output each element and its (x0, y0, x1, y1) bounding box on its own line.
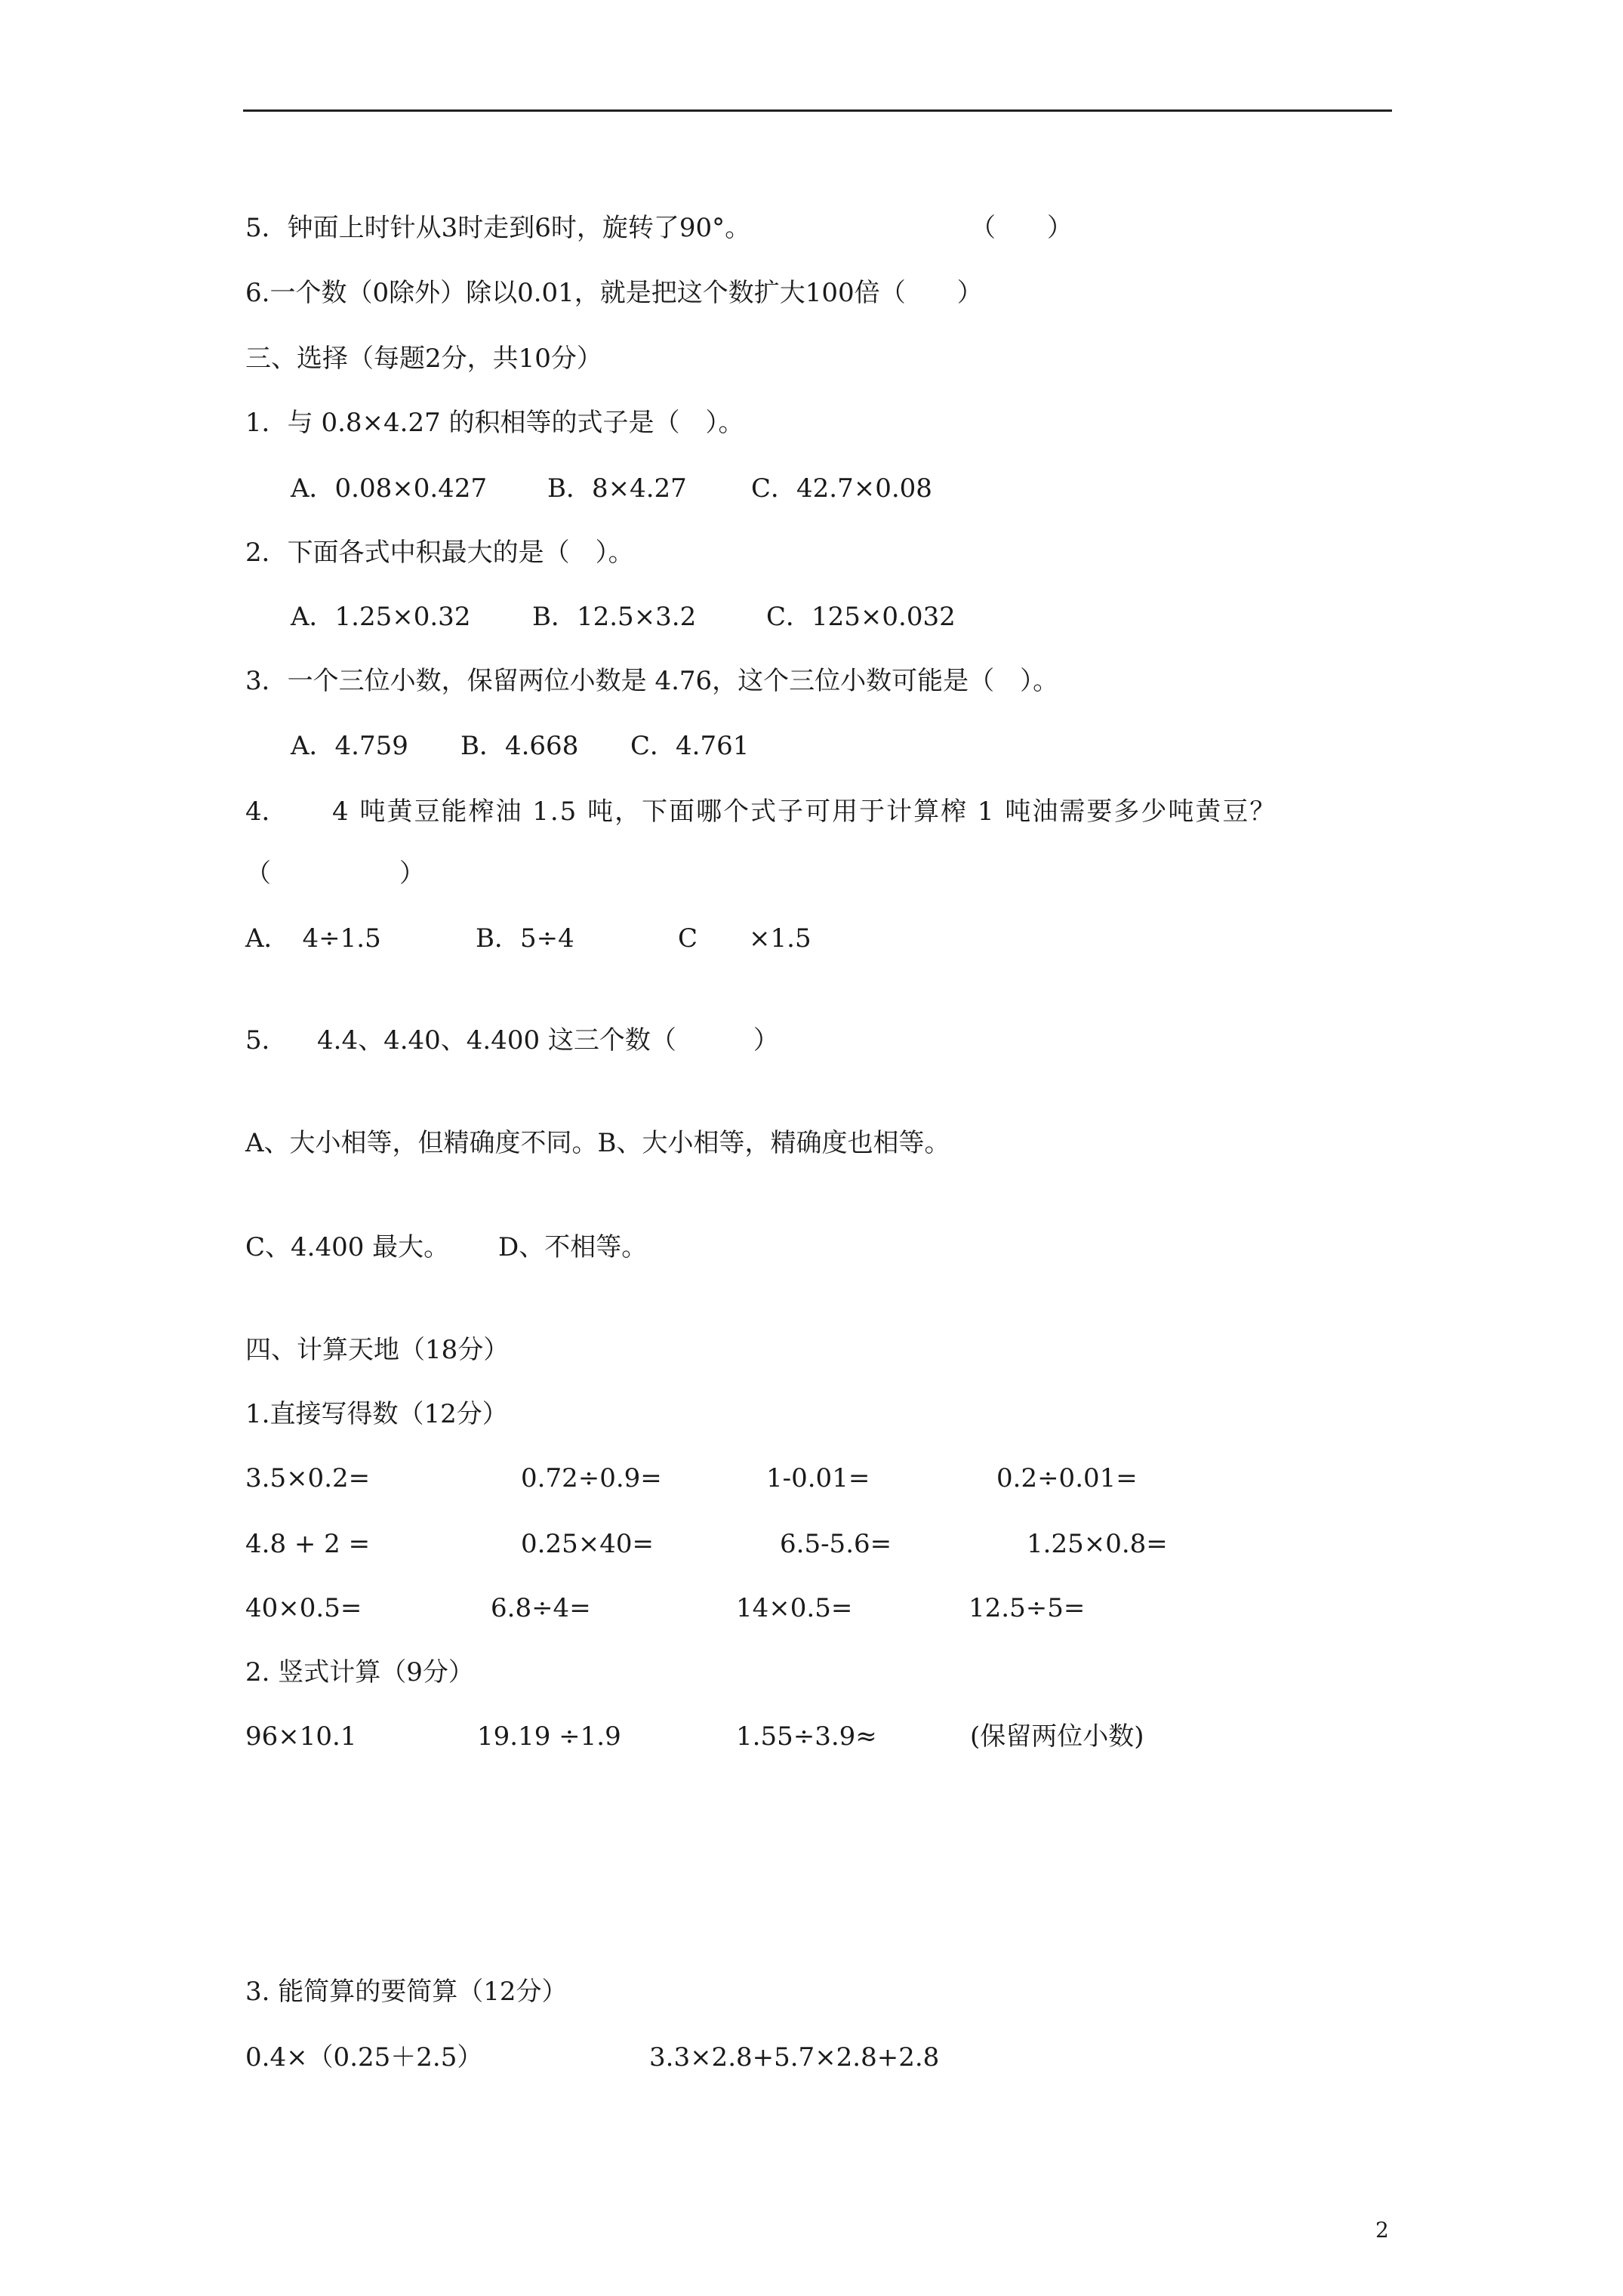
judge-q6-divisor: 0.01 (517, 278, 574, 308)
direct-r2-c3: 6.5-5.6= (780, 1529, 892, 1559)
judge-q6-factor: 100 (805, 278, 855, 308)
judge-q6-mid1: 除外）除以 (389, 278, 518, 308)
vertical-calc-item-2: 19.19 ÷1.9 (477, 1721, 621, 1752)
vertical-calc-item-1: 96×10.1 (245, 1721, 357, 1752)
direct-r3-c2: 6.8÷4= (491, 1593, 591, 1623)
simplify-item-1: 0.4×（0.25＋2.5） (245, 2042, 483, 2073)
judge-q5-to: 6 (534, 213, 551, 243)
section-three-each: 2 (425, 344, 442, 374)
direct-answer-prefix: 1.直接写得数（ (245, 1399, 424, 1429)
section-four-heading (245, 1335, 509, 1365)
judge-q5-mid2: 时，旋转了 (550, 213, 679, 243)
choice-q5-option-d: D、不相等。 (498, 1232, 648, 1262)
direct-r1-c3: 1-0.01= (766, 1463, 870, 1493)
choice-q3-option-b: B．4.668 (460, 731, 579, 761)
judge-q6-line (245, 278, 983, 308)
section-three-heading (245, 344, 602, 374)
choice-q4-option-c: C ×1.5 (678, 923, 812, 954)
judge-q5-angle: 90° (679, 213, 725, 243)
choice-q2-option-b: B．12.5×3.2 (532, 602, 697, 632)
judge-q5-blank: （ ） (970, 213, 1073, 243)
section-four-prefix: 四、计算天地（ (245, 1335, 425, 1365)
direct-answer-heading (245, 1399, 508, 1429)
section-three-prefix: 三、选择（每题 (245, 344, 425, 374)
direct-r2-c1: 4.8 + 2 = (245, 1529, 371, 1559)
choice-q2-option-a: A．1.25×0.32 (291, 602, 471, 632)
choice-q4-stem: 4 吨黄豆能榨油 1.5 吨，下面哪个式子可用于计算榨 1 吨油需要多少吨黄豆？ (332, 797, 1277, 827)
choice-q4-number: 4． (245, 797, 288, 827)
choice-q1-option-b: B．8×4.27 (547, 473, 687, 504)
direct-r3-c3: 14×0.5= (736, 1593, 853, 1623)
vertical-calc-prefix: 2. 竖式计算（ (245, 1657, 407, 1687)
judge-q5-end: 。 (725, 213, 751, 243)
judge-q5-from: 3 (441, 213, 458, 243)
simplify-heading (245, 1977, 568, 2007)
choice-q5-option-c: C、4.400 最大。 (245, 1232, 450, 1262)
vertical-calc-end: 分） (422, 1657, 474, 1687)
choice-q5-number: 5． (245, 1025, 288, 1056)
judge-q5-prefix: 5．钟面上时针从 (245, 213, 442, 243)
direct-r1-c2: 0.72÷0.9= (521, 1463, 662, 1493)
choice-q1-option-a: A．0.08×0.427 (291, 473, 488, 504)
direct-r2-c2: 0.25×40= (521, 1529, 654, 1559)
judge-q6-end: 倍（ ） (854, 278, 983, 308)
choice-q4-blank: （ ） (245, 858, 425, 889)
choice-q4-option-a: A． 4÷1.5 (245, 923, 381, 954)
vertical-calc-note: (保留两位小数) (970, 1721, 1144, 1752)
direct-r2-c4: 1.25×0.8= (1027, 1529, 1168, 1559)
judge-q5-mid1: 时走到 (457, 213, 535, 243)
choice-q3-option-a: A．4.759 (291, 731, 408, 761)
judge-q5-line (245, 213, 750, 243)
choice-q3-stem: 3．一个三位小数，保留两位小数是 4.76，这个三位小数可能是（ ）。 (245, 666, 1059, 696)
choice-q1-stem: 1．与 0.8×4.27 的积相等的式子是（ ）。 (245, 408, 744, 438)
direct-answer-end: 分） (456, 1399, 508, 1429)
choice-q4-option-b: B．5÷4 (476, 923, 574, 954)
section-three-mid: 分，共 (441, 344, 519, 374)
simplify-points: 12 (483, 1977, 516, 2007)
section-three-total: 10 (518, 344, 551, 374)
page-number: 2 (1375, 2217, 1389, 2242)
judge-q6-mid2: ，就是把这个数扩大 (574, 278, 805, 308)
judge-q6-prefix: 6.一个数（ (245, 278, 373, 308)
choice-q1-option-c: C．42.7×0.08 (751, 473, 932, 504)
vertical-calc-heading (245, 1657, 474, 1687)
direct-r3-c1: 40×0.5= (245, 1593, 362, 1623)
choice-q5-options-ab: A、大小相等，但精确度不同。B、大小相等，精确度也相等。 (245, 1128, 950, 1158)
direct-r1-c4: 0.2÷0.01= (996, 1463, 1138, 1493)
choice-q5-stem: 4.4、4.40、4.400 这三个数（ ） (317, 1025, 779, 1056)
direct-r3-c4: 12.5÷5= (969, 1593, 1086, 1623)
simplify-prefix: 3. 能简算的要简算（ (245, 1977, 484, 2007)
judge-q6-zero: 0 (372, 278, 390, 308)
direct-r1-c1: 3.5×0.2= (245, 1463, 371, 1493)
section-three-end: 分） (550, 344, 602, 374)
header-rule (243, 109, 1392, 112)
choice-q3-option-c: C．4.761 (630, 731, 750, 761)
section-four-end: 分） (457, 1335, 510, 1365)
simplify-end: 分） (516, 1977, 568, 2007)
section-four-points: 18 (425, 1335, 458, 1365)
vertical-calc-points: 9 (406, 1657, 423, 1687)
direct-answer-points: 12 (423, 1399, 457, 1429)
choice-q2-option-c: C．125×0.032 (766, 602, 956, 632)
vertical-calc-item-3: 1.55÷3.9≈ (736, 1721, 877, 1752)
simplify-item-2: 3.3×2.8+5.7×2.8+2.8 (649, 2042, 940, 2073)
choice-q2-stem: 2．下面各式中积最大的是（ ）。 (245, 538, 634, 568)
